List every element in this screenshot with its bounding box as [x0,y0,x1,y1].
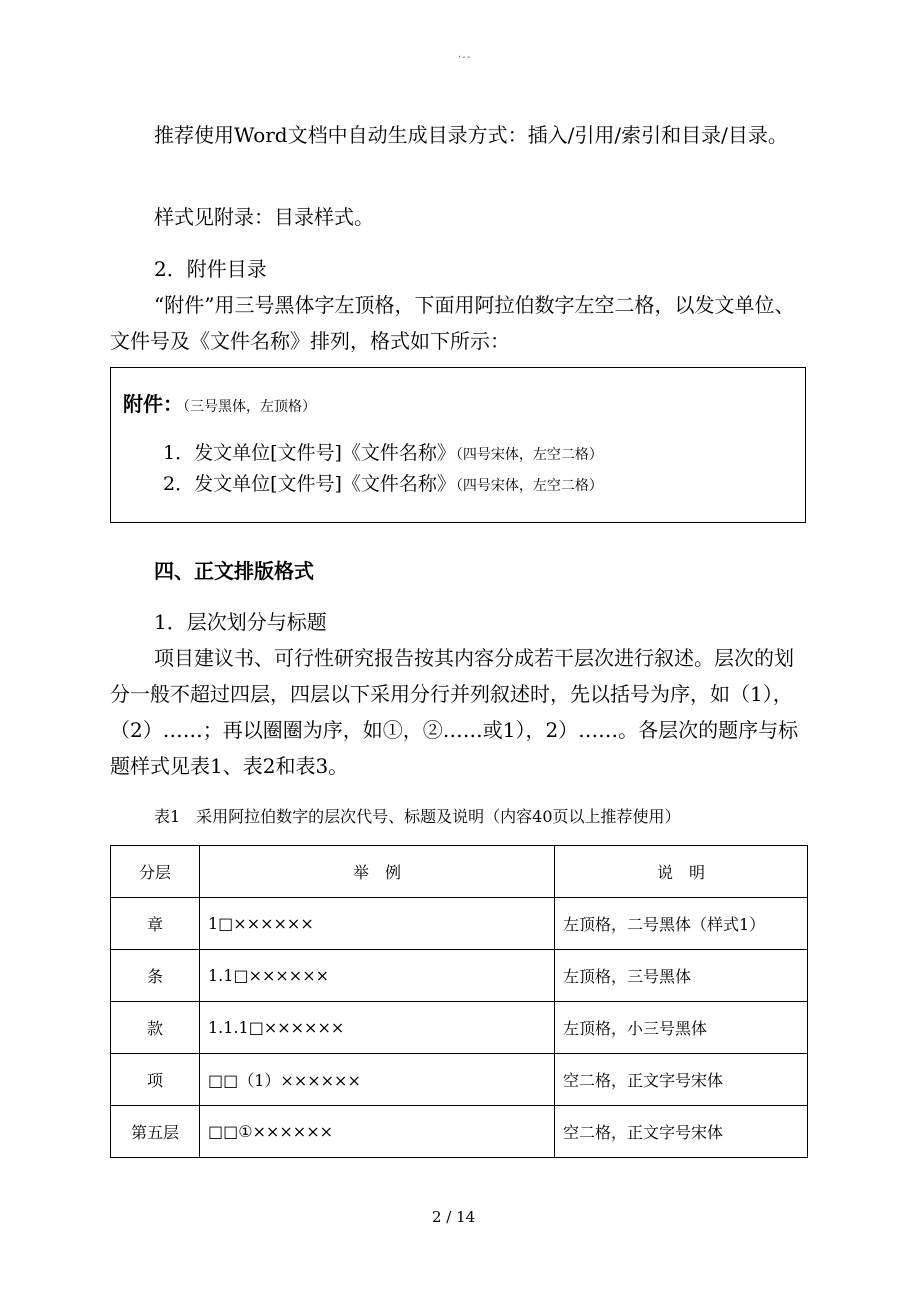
level-cell: 项 [111,1054,200,1106]
section-heading: 四、正文排版格式 [154,559,314,583]
example-cell: 1.1□×××××× [200,950,555,1002]
example-cell: 1.1.1□×××××× [200,1002,555,1054]
table-row [111,1106,808,1158]
attachment-title-text: 附件： [123,392,183,416]
level-cell: 条 [111,950,200,1002]
page-number: 2 / 14 [432,1208,476,1226]
table-header-row [111,846,808,898]
attachment-title-note: （三号黑体，左顶格） [183,399,316,415]
table-row [111,1002,808,1054]
level-table [110,845,808,1158]
level-cell: 章 [111,898,200,950]
attachment-item [163,438,603,465]
table-row [111,950,808,1002]
attachment-item-text: 2．发文单位[文件号]《文件名称》 [163,473,456,495]
description-cell: 左顶格，二号黑体（样式1） [555,898,808,950]
attachment-heading: 2．附件目录 [154,257,267,281]
attachment-description: “附件”用三号黑体字左顶格，下面用阿拉伯数字左空二格，以发文单位、文件号及《文件名称》排列，格式如下所示： [110,293,795,353]
example-cell: 1□×××××× [200,898,555,950]
toc-method-paragraph: 推荐使用Word文档中自动生成目录方式：插入/引用/索引和目录/目录。 [154,123,788,147]
attachment-format-box [110,367,806,523]
example-cell: □□（1）×××××× [200,1054,555,1106]
example-cell: □□①×××××× [200,1106,555,1158]
level-cell: 款 [111,1002,200,1054]
header-cell-example: 举 例 [200,846,555,898]
attachment-item [163,469,603,496]
description-cell: 左顶格，三号黑体 [555,950,808,1002]
level-cell: 第五层 [111,1106,200,1158]
section-body-paragraph: 项目建议书、可行性研究报告按其内容分成若干层次进行叙述。层次的划分一般不超过四层，四层以下采用分行并列叙述时，先以括号为序，如（1），（2）……；再以圈圈为序，如①，②……或1），2）……。各层次的题序与标题样式见表1、表2和表3。 [110,646,799,778]
attachment-item-text: 1．发文单位[文件号]《文件名称》 [163,442,456,464]
table-row [111,1054,808,1106]
attachment-item-note: （四号宋体，左空二格） [455,447,603,463]
header-cell-description: 说 明 [555,846,808,898]
header-mark: ·-- [458,52,472,63]
table-caption: 表1 采用阿拉伯数字的层次代号、标题及说明（内容40页以上推荐使用） [154,807,681,826]
table-row [111,898,808,950]
toc-style-paragraph: 样式见附录：目录样式。 [154,205,374,229]
attachment-box-title [123,388,316,417]
description-cell: 空二格，正文字号宋体 [555,1106,808,1158]
attachment-item-note: （四号宋体，左空二格） [455,478,603,494]
description-cell: 空二格，正文字号宋体 [555,1054,808,1106]
subsection-heading: 1．层次划分与标题 [154,610,327,634]
description-cell: 左顶格，小三号黑体 [555,1002,808,1054]
header-cell-level: 分层 [111,846,200,898]
